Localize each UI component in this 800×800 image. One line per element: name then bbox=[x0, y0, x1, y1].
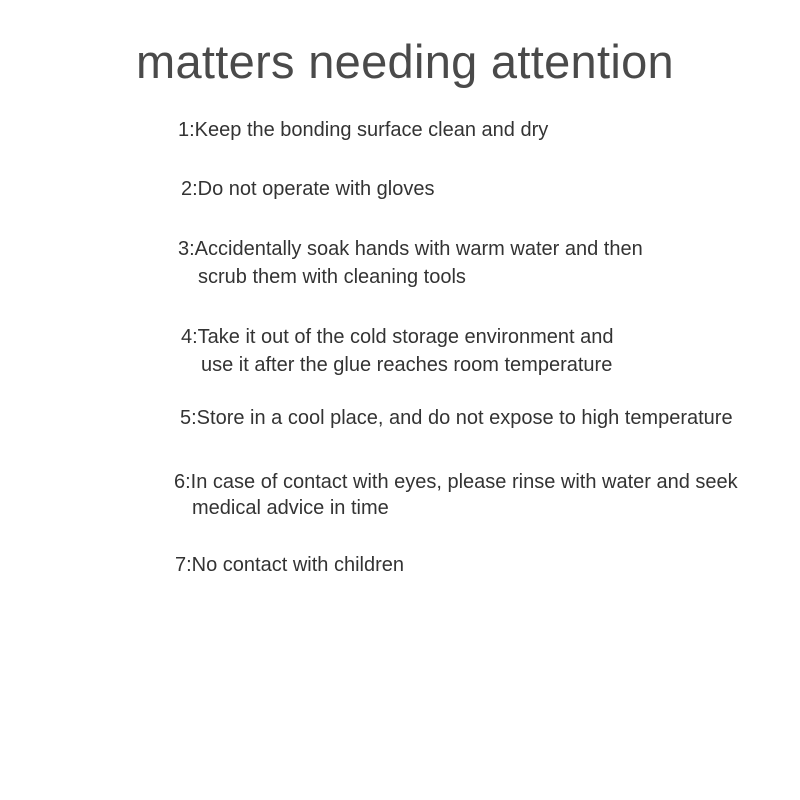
list-item-text: 3:Accidentally soak hands with warm water and then bbox=[178, 238, 643, 260]
list-item-5 bbox=[180, 404, 733, 432]
page-title: matters needing attention bbox=[136, 35, 674, 88]
list-item-4 bbox=[181, 323, 614, 379]
list-item-1 bbox=[178, 116, 548, 144]
list-item-continuation: scrub them with cleaning tools bbox=[198, 266, 466, 288]
list-item-6 bbox=[174, 469, 738, 521]
list-item-text: 4:Take it out of the cold storage environment and bbox=[181, 326, 614, 348]
list-item-text: 7:No contact with children bbox=[175, 554, 405, 576]
list-item-3 bbox=[178, 235, 643, 291]
list-item-text: 6:In case of contact with eyes, please rinse with water and seek bbox=[174, 471, 738, 493]
list-item-text: 1:Keep the bonding surface clean and dry bbox=[178, 119, 549, 141]
list-item-continuation: medical advice in time bbox=[192, 497, 389, 519]
list-item-continuation: use it after the glue reaches room temperature bbox=[201, 354, 613, 376]
list-item-text: 5:Store in a cool place, and do not expose to high temperature bbox=[180, 407, 733, 429]
list-item-7 bbox=[175, 551, 404, 579]
list-item-text: 2:Do not operate with gloves bbox=[181, 178, 435, 200]
list-item-2 bbox=[181, 175, 435, 203]
